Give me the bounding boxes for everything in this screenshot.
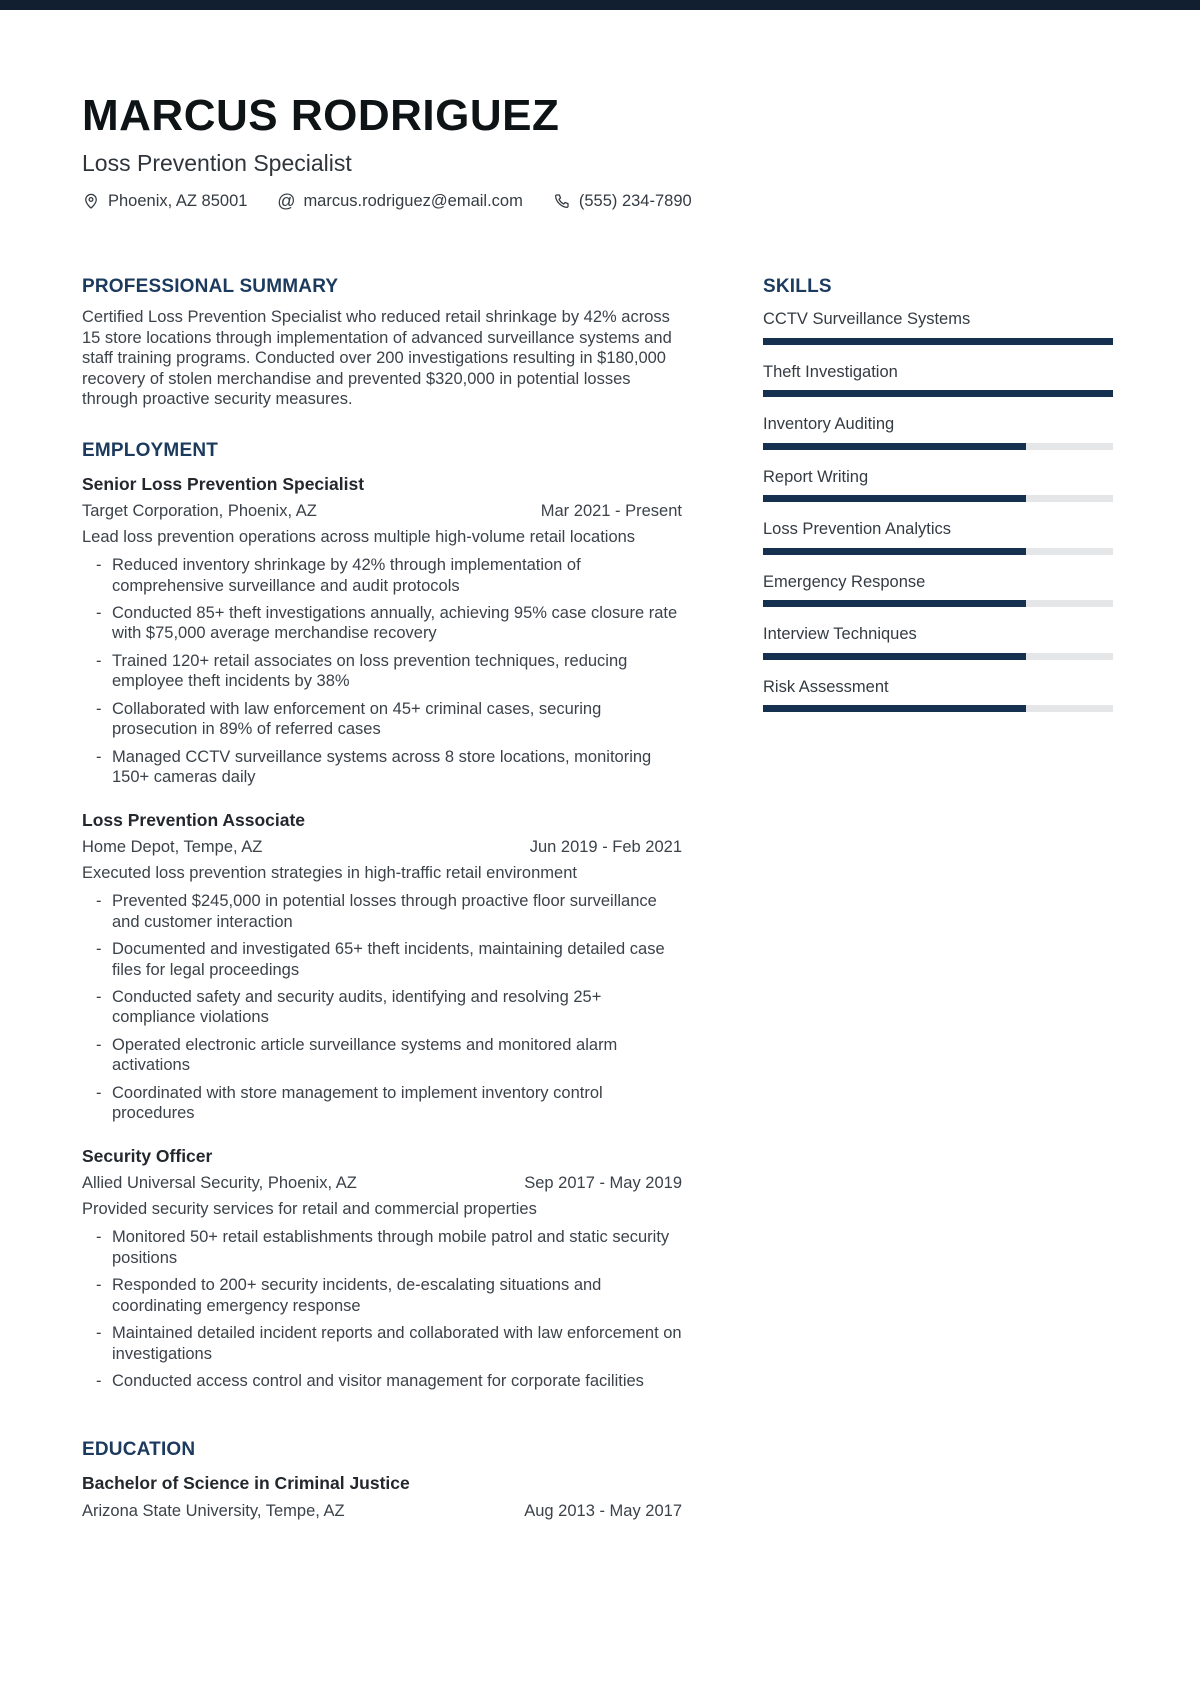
- job-bullet: [82, 1035, 682, 1076]
- job-dates: Mar 2021 - Present: [540, 501, 682, 520]
- skill-bar-fill: [763, 705, 1026, 712]
- bullet-dash: -: [96, 1083, 102, 1102]
- contact-email-text: marcus.rodriguez@email.com: [303, 192, 523, 211]
- job-bullet: [82, 555, 682, 596]
- education-school: Arizona State University, Tempe, AZ: [82, 1502, 345, 1521]
- skill-item: [763, 362, 1113, 397]
- job-bullet: [82, 939, 682, 980]
- skills-heading: SKILLS: [763, 275, 832, 297]
- bullet-dash: -: [96, 892, 102, 911]
- skill-name: Emergency Response: [763, 572, 926, 591]
- job-company-row: [82, 837, 682, 857]
- skill-name: Loss Prevention Analytics: [763, 520, 952, 539]
- bullet-text: Maintained detailed incident reports and collaborated with law enforcement on investigations: [112, 1324, 682, 1363]
- contact-phone: [553, 191, 692, 211]
- skill-name: Interview Techniques: [763, 625, 917, 644]
- job-bullet: [82, 1083, 682, 1124]
- top-accent-bar: [0, 0, 1200, 10]
- skill-bar-track: [763, 443, 1113, 450]
- education-row: [82, 1501, 682, 1521]
- bullet-dash: -: [96, 1228, 102, 1247]
- skill-bar-track: [763, 338, 1113, 345]
- section-employment: [82, 440, 682, 1392]
- candidate-title: Loss Prevention Specialist: [82, 150, 352, 176]
- bullet-text: Conducted safety and security audits, identifying and resolving 25+ compliance violations: [112, 988, 602, 1027]
- bullet-dash: -: [96, 651, 102, 670]
- contact-location: [82, 191, 247, 211]
- skill-item: [763, 309, 1113, 344]
- bullet-dash: -: [96, 1276, 102, 1295]
- job-bullet: [82, 1227, 682, 1268]
- bullet-text: Documented and investigated 65+ theft incidents, maintaining detailed case files for legal proceedings: [112, 940, 665, 979]
- skill-bar-fill: [763, 600, 1026, 607]
- bullet-dash: -: [96, 747, 102, 766]
- skill-item: [763, 414, 1113, 449]
- skill-item: [763, 677, 1113, 712]
- bullet-dash: -: [96, 699, 102, 718]
- skill-item: [763, 519, 1113, 554]
- job-bullet: [82, 603, 682, 644]
- skill-name: Risk Assessment: [763, 677, 889, 696]
- job-bullets: [82, 555, 682, 788]
- job-company: Home Depot, Tempe, AZ: [82, 837, 263, 856]
- bullet-dash: -: [96, 1372, 102, 1390]
- bullet-dash: -: [96, 604, 102, 622]
- skill-bar-track: [763, 548, 1113, 555]
- summary-heading: PROFESSIONAL SUMMARY: [82, 275, 339, 297]
- section-education: [82, 1439, 682, 1521]
- job-lead: Executed loss prevention strategies in high-traffic retail environment: [82, 863, 577, 882]
- bullet-text: Managed CCTV surveillance systems across 8 store locations, monitoring 150+ cameras daily: [112, 747, 652, 787]
- bullet-dash: -: [96, 1324, 102, 1343]
- job-title: Security Officer: [82, 1145, 213, 1166]
- skill-bar-fill: [763, 495, 1026, 502]
- job-company: Allied Universal Security, Phoenix, AZ: [82, 1173, 357, 1192]
- skill-name: Report Writing: [763, 467, 869, 486]
- skill-bar-fill: [763, 653, 1026, 660]
- content-columns: [82, 276, 1113, 1522]
- skill-item: [763, 572, 1113, 607]
- skill-name: Inventory Auditing: [763, 415, 895, 434]
- job-bullet: [82, 1371, 682, 1391]
- section-professional-summary: [82, 276, 682, 410]
- skill-bar-fill: [763, 548, 1026, 555]
- skill-item: [763, 624, 1113, 659]
- contact-email: [277, 191, 522, 211]
- skill-bar-fill: [763, 443, 1026, 450]
- skill-bar-track: [763, 600, 1113, 607]
- bullet-dash: -: [96, 1035, 102, 1054]
- education-heading: EDUCATION: [82, 1439, 196, 1461]
- job-bullet: [82, 699, 682, 740]
- bullet-dash: -: [96, 988, 102, 1006]
- bullet-text: Operated electronic article surveillance systems and monitored alarm activations: [112, 1035, 618, 1075]
- job-lead: Lead loss prevention operations across multiple high-volume retail locations: [82, 527, 636, 546]
- job-bullets: [82, 1227, 682, 1391]
- skill-name: CCTV Surveillance Systems: [763, 310, 971, 329]
- skill-bar-track: [763, 495, 1113, 502]
- job-bullet: [82, 747, 682, 788]
- job-bullets: [82, 891, 682, 1124]
- location-pin-icon: [82, 192, 100, 210]
- job-entry: [82, 474, 682, 788]
- job-bullet: [82, 651, 682, 692]
- main-column: [82, 276, 682, 1522]
- bullet-text: Prevented $245,000 in potential losses through proactive floor surveillance and customer interaction: [112, 892, 657, 931]
- job-bullet: [82, 987, 682, 1028]
- job-dates: Sep 2017 - May 2019: [524, 1173, 682, 1192]
- skill-bar-track: [763, 390, 1113, 397]
- contact-phone-text: (555) 234-7890: [578, 192, 692, 211]
- contact-row: [82, 191, 1113, 211]
- bullet-text: Conducted access control and visitor management for corporate facilities: [112, 1372, 644, 1390]
- education-degree: Bachelor of Science in Criminal Justice: [82, 1473, 410, 1494]
- job-title: Loss Prevention Associate: [82, 809, 306, 830]
- bullet-text: Responded to 200+ security incidents, de-escalating situations and coordinating emergency response: [112, 1276, 602, 1315]
- skill-bar-fill: [763, 338, 1113, 345]
- phone-icon: [553, 192, 571, 210]
- resume-header: [82, 10, 1113, 212]
- bullet-text: Collaborated with law enforcement on 45+ criminal cases, securing prosecution in 89% of referred cases: [112, 699, 602, 739]
- skill-bar-track: [763, 653, 1113, 660]
- jobs-list: [82, 474, 682, 1392]
- job-company-row: [82, 1173, 682, 1193]
- bullet-text: Monitored 50+ retail establishments through mobile patrol and static security positions: [112, 1228, 670, 1267]
- skill-item: [763, 467, 1113, 502]
- job-entry: [82, 1146, 682, 1392]
- job-bullet: [82, 891, 682, 932]
- at-sign-icon: @: [277, 191, 296, 212]
- skills-sidebar: [763, 276, 1113, 1522]
- contact-location-text: Phoenix, AZ 85001: [108, 192, 248, 211]
- bullet-text: Reduced inventory shrinkage by 42% through implementation of comprehensive surveillance and audit protocols: [112, 556, 581, 595]
- bullet-text: Trained 120+ retail associates on loss prevention techniques, reducing employee theft incidents by 38%: [112, 651, 628, 691]
- skill-bar-fill: [763, 390, 1113, 397]
- job-bullet: [82, 1323, 682, 1364]
- candidate-name: MARCUS RODRIGUEZ: [82, 91, 560, 140]
- bullet-dash: -: [96, 556, 102, 575]
- resume-page: [0, 10, 1200, 1582]
- job-entry: [82, 810, 682, 1124]
- job-title: Senior Loss Prevention Specialist: [82, 473, 365, 494]
- bullet-text: Coordinated with store management to implement inventory control procedures: [112, 1083, 603, 1123]
- employment-heading: EMPLOYMENT: [82, 439, 219, 461]
- education-dates: Aug 2013 - May 2017: [524, 1502, 682, 1521]
- skill-name: Theft Investigation: [763, 362, 898, 381]
- job-company: Target Corporation, Phoenix, AZ: [82, 501, 317, 520]
- bullet-text: Conducted 85+ theft investigations annually, achieving 95% case closure rate with $75,000 average merchandise recovery: [112, 604, 678, 643]
- summary-text: Certified Loss Prevention Specialist who reduced retail shrinkage by 42% across 15 store locations through implementation of advanced surveillance systems and staff training programs. Conducted over 200 investigations resulting in $180,000 recovery of stolen merchandise and prevented $320,000 in potential losses through proactive security measures.: [82, 308, 672, 409]
- job-company-row: [82, 501, 682, 521]
- job-lead: Provided security services for retail and commercial properties: [82, 1200, 537, 1218]
- job-dates: Jun 2019 - Feb 2021: [529, 837, 682, 856]
- job-bullet: [82, 1275, 682, 1316]
- skills-list: [763, 309, 1113, 712]
- skill-bar-track: [763, 705, 1113, 712]
- bullet-dash: -: [96, 940, 102, 959]
